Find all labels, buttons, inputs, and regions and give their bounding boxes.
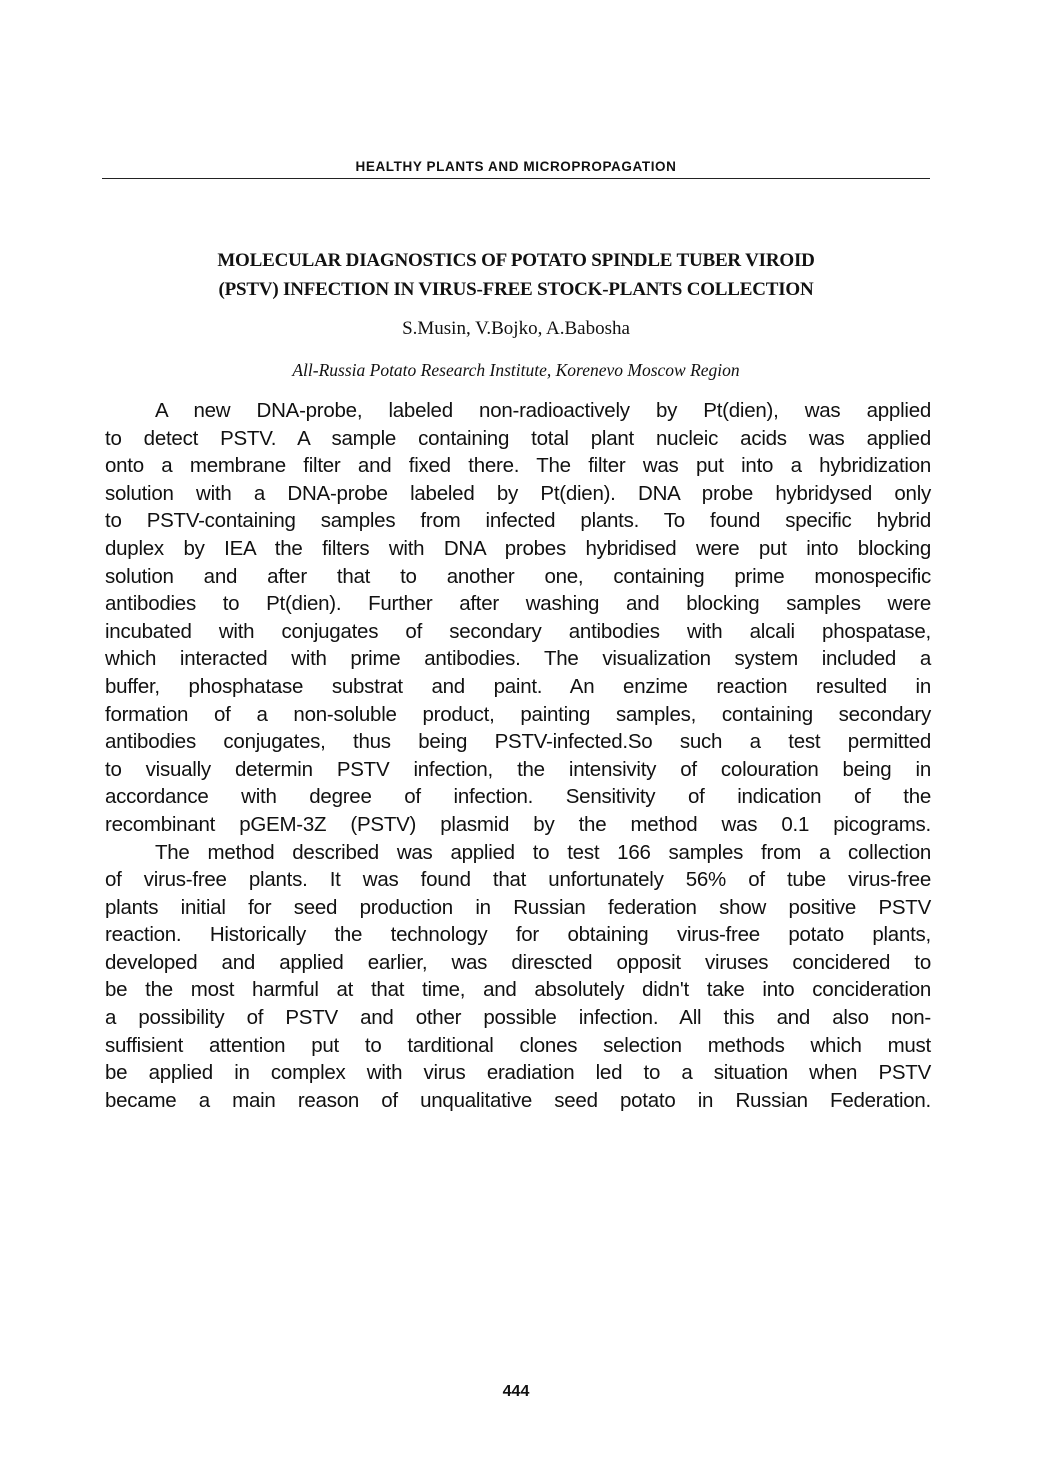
paragraph-1 [105, 397, 931, 839]
text-line: a possibility of PSTV and other possible infection. All this and also non- [105, 1006, 931, 1030]
text-line: formation of a non-soluble product, painting samples, containing secondary [105, 702, 931, 726]
text-line: be applied in complex with virus eradiation led to a situation when PSTV [105, 1061, 931, 1085]
text-line: recombinant pGEM-3Z (PSTV) plasmid by the method was 0.1 picograms. [105, 812, 931, 836]
text-line: became a main reason of unqualitative seed potato in Russian Federation. [105, 1088, 931, 1112]
text-line: The method described was applied to test 166 samples from a collection [155, 840, 931, 864]
title-line: MOLECULAR DIAGNOSTICS OF POTATO SPINDLE TUBER VIROID [217, 250, 815, 271]
text-line: to PSTV-containing samples from infected plants. To found specific hybrid [105, 509, 931, 533]
text-line: be the most harmful at that time, and absolutely didn't take into concideration [105, 978, 931, 1002]
text-line: A new DNA-probe, labeled non-radioactively by Pt(dien), was applied [155, 399, 931, 422]
text-line: onto a membrane filter and fixed there. The filter was put into a hybridization [105, 454, 931, 478]
running-header: HEALTHY PLANTS AND MICROPROPAGATION [355, 159, 677, 174]
authors: S.Musin, V.Bojko, A.Babosha [402, 318, 630, 339]
title-line: (PSTV) INFECTION IN VIRUS-FREE STOCK-PLANTS COLLECTION [218, 279, 814, 300]
text-line: duplex by IEA the filters with DNA probes hybridised were put into blocking [105, 536, 931, 560]
text-line: to visually determin PSTV infection, the intensivity of colouration being in [105, 757, 931, 781]
text-line: incubated with conjugates of secondary antibodies with alcali phospatase, [105, 619, 931, 643]
text-line: antibodies conjugates, thus being PSTV-infected.So such a test permitted [105, 730, 931, 754]
text-line: reaction. Historically the technology for obtaining virus-free potato plants, [105, 923, 931, 947]
text-line: accordance with degree of infection. Sensitivity of indication of the [105, 785, 931, 809]
text-line: antibodies to Pt(dien). Further after washing and blocking samples were [105, 592, 931, 616]
page-number: 444 [502, 1383, 530, 1400]
affiliation: All-Russia Potato Research Institute, Korenevo Moscow Region [292, 360, 740, 380]
text-line: developed and applied earlier, was direscted opposit viruses concidered to [105, 950, 931, 974]
text-line: of virus-free plants. It was found that unfortunately 56% of tube virus-free [105, 868, 931, 892]
header-rule [102, 178, 930, 179]
text-line: plants initial for seed production in Russian federation show positive PSTV [105, 895, 931, 919]
text-line: solution and after that to another one, containing prime monospecific [105, 564, 931, 588]
text-line: suffisient attention put to tarditional clones selection methods which must [105, 1033, 931, 1057]
text-line: to detect PSTV. A sample containing total plant nucleic acids was applied [105, 426, 931, 450]
paragraph-2 [105, 839, 931, 1115]
text-line: buffer, phosphatase substrat and paint. An enzime reaction resulted in [105, 674, 931, 698]
text-line: solution with a DNA-probe labeled by Pt(dien). DNA probe hybridysed only [105, 481, 931, 505]
abstract-body [105, 397, 931, 1114]
paper-title [102, 246, 930, 304]
text-line: which interacted with prime antibodies. The visualization system included a [105, 647, 931, 671]
